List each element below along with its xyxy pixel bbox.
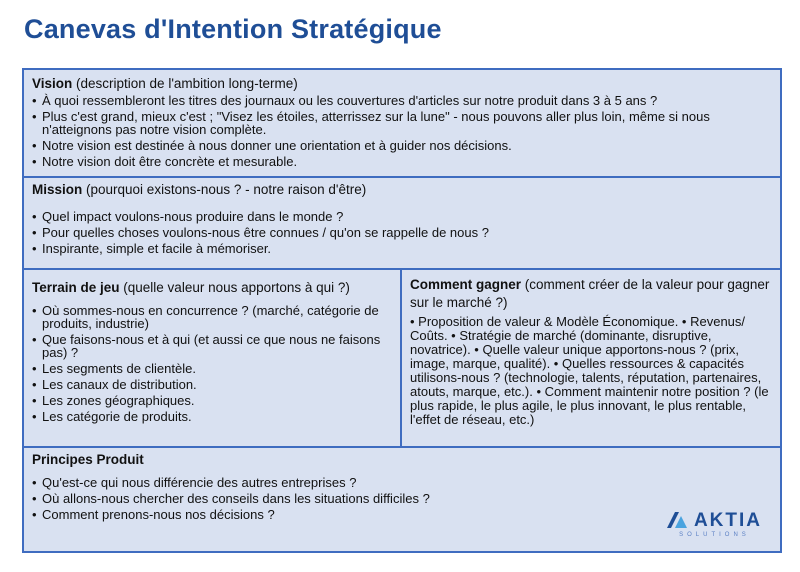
gagner-text: • Proposition de valeur & Modèle Économique. • Revenus/ Coûts. • Stratégie de marché (dominante, disruptive, novatrice). • Quelle valeur unique apportons-nous ? (prix, image, marque, qualité). • Quelles ressources & capacités utilisons-nous ? (technologie, talents, réputation, partenaires, atouts, marque, etc.). • Comment maintenir notre position ? (le plus rapide, le plus agile, le plus innovant, le plus rentable, l'effet de réseau, etc.): [410, 314, 769, 427]
vision-heading-line: [32, 76, 772, 92]
gagner-heading: Comment gagner: [410, 277, 522, 292]
vision-subtitle: (description de l'ambition long-terme): [72, 76, 298, 91]
terrain-section: [24, 270, 402, 448]
list-item: • Pour quelles choses voulons-nous être connues / qu'on se rappelle de nous ?: [32, 226, 772, 239]
list-item: • À quoi ressembleront les titres des journaux ou les couvertures d'articles sur notre produit dans 3 à 5 ans ?: [32, 94, 772, 107]
mission-subtitle: (pourquoi existons-nous ? - notre raison d'être): [82, 182, 367, 197]
list-item: • Où allons-nous chercher des conseils dans les situations difficiles ?: [32, 492, 772, 505]
list-item: • Notre vision est destinée à nous donner une orientation et à guider nos décisions.: [32, 139, 772, 152]
mission-list: [32, 210, 772, 255]
gagner-subtitle: (comment créer de la valeur pour gagner sur le marché ?): [410, 277, 770, 310]
list-item: • Inspirante, simple et facile à mémoriser.: [32, 242, 772, 255]
list-item: • Notre vision doit être concrète et mesurable.: [32, 155, 772, 168]
terrain-heading-line: [32, 280, 392, 296]
principes-section: [24, 448, 780, 551]
page-title: Canevas d'Intention Stratégique: [24, 14, 442, 44]
logo-name: AKTIA: [693, 510, 762, 531]
list-item: • Les canaux de distribution.: [32, 378, 392, 391]
list-item: • Comment prenons-nous nos décisions ?: [32, 508, 772, 521]
list-item: • Que faisons-nous et à qui (et aussi ce que nous ne faisons pas) ?: [32, 333, 392, 359]
principes-list: [32, 476, 772, 521]
logo-mark-icon: [667, 512, 693, 528]
vision-section: [24, 70, 780, 178]
list-item: • Les segments de clientèle.: [32, 362, 392, 375]
terrain-list: [32, 304, 392, 423]
gagner-section: [402, 270, 780, 448]
list-item: • Plus c'est grand, mieux c'est ; "Visez les étoiles, atterrissez sur la lune" - nous pouvons aller plus loin, même si nous n'atteignons pas notre vision complète.: [32, 110, 772, 136]
strategy-canvas: [22, 68, 782, 553]
aktia-logo: [667, 511, 762, 539]
vision-heading: Vision: [32, 76, 73, 91]
logo-tagline: SOLUTIONS: [679, 532, 750, 538]
list-item: • Où sommes-nous en concurrence ? (marché, catégorie de produits, industrie): [32, 304, 392, 330]
list-item: • Qu'est-ce qui nous différencie des autres entreprises ?: [32, 476, 772, 489]
principes-heading-line: [32, 452, 772, 468]
gagner-heading-line: [410, 276, 774, 312]
logo-wordmark: [667, 511, 762, 531]
list-item: • Les catégorie de produits.: [32, 410, 392, 423]
terrain-heading: Terrain de jeu: [32, 280, 120, 295]
mission-section: [24, 178, 780, 270]
terrain-subtitle: (quelle valeur nous apportons à qui ?): [119, 280, 350, 295]
list-item: • Quel impact voulons-nous produire dans le monde ?: [32, 210, 772, 223]
list-item: • Les zones géographiques.: [32, 394, 392, 407]
mission-heading-line: [32, 182, 772, 198]
principes-heading: Principes Produit: [32, 452, 144, 467]
vision-list: [32, 94, 772, 168]
mission-heading: Mission: [32, 182, 83, 197]
